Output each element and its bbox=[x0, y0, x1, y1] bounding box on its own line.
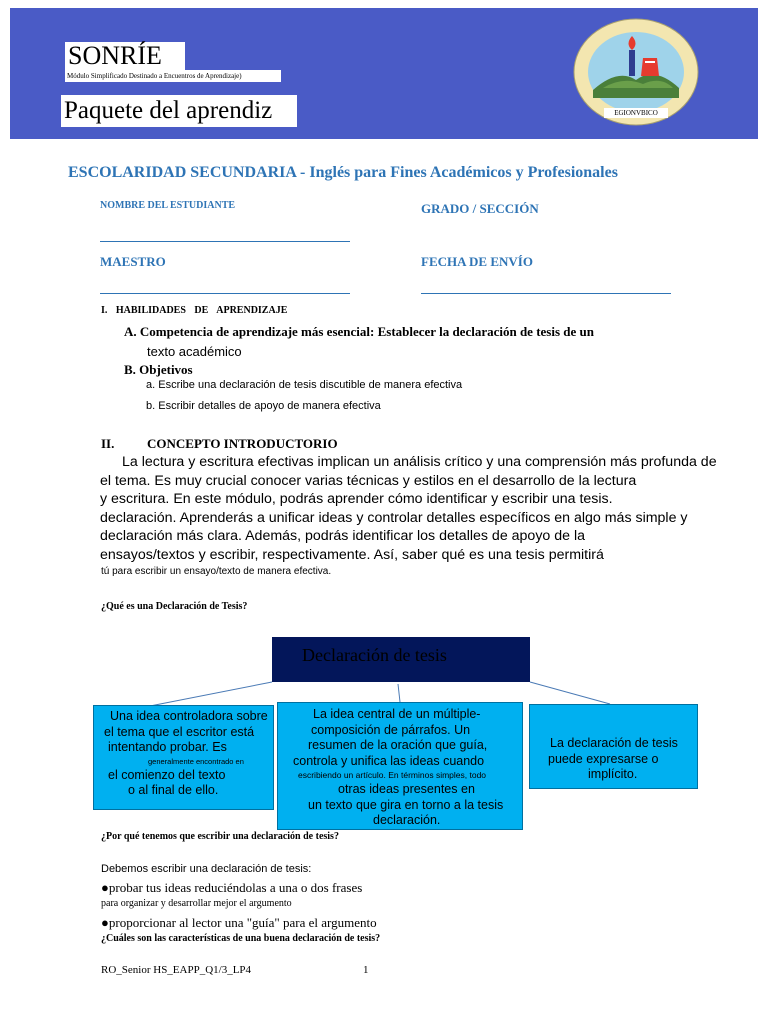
question-why-thesis: ¿Por qué tenemos que escribir una declaración de tesis? bbox=[101, 831, 339, 842]
intro-line: declaración más clara. Además, podrás identificar los detalles de apoyo de la bbox=[100, 528, 586, 544]
student-name-label: NOMBRE DEL ESTUDIANTE bbox=[100, 200, 236, 211]
intro-line: el tema. Es muy crucial conocer varias técnicas y estilos en el desarrollo de la lectura bbox=[100, 472, 637, 489]
intro-line: declaración. Aprenderás a unificar ideas y controlar detalles específicos en algo más simple y bbox=[100, 509, 688, 526]
bullet-icon: ● bbox=[101, 880, 109, 895]
box-line: el tema que el escritor está bbox=[104, 724, 255, 739]
box-line: el comienzo del texto bbox=[108, 767, 226, 782]
diagram-box-center bbox=[277, 702, 523, 830]
box-line: implícito. bbox=[588, 767, 638, 781]
competency-line-1: A. Competencia de aprendizaje más esencial: Establecer la declaración de tesis de un bbox=[124, 324, 594, 339]
box-line: La idea central de un múltiple- bbox=[313, 707, 481, 721]
diagram-box-right bbox=[529, 704, 698, 789]
teacher-label: MAESTRO bbox=[100, 254, 166, 269]
box-line: puede expresarse o bbox=[548, 751, 659, 766]
intro-line: La lectura y escritura efectivas implican un análisis crítico y una comprensión más profunda de bbox=[122, 454, 717, 470]
package-title: Paquete del aprendiz bbox=[61, 95, 297, 127]
section2-heading: CONCEPTO INTRODUCTORIO bbox=[147, 436, 338, 451]
box-line: composición de párrafos. Un bbox=[311, 722, 471, 737]
reason-item bbox=[101, 880, 362, 896]
footer-code: RO_Senior HS_EAPP_Q1/3_LP4 bbox=[101, 964, 252, 976]
question-characteristics: ¿Cuáles son las características de una buena declaración de tesis? bbox=[101, 933, 381, 944]
box-line: resumen de la oración que guía, bbox=[308, 738, 488, 752]
box-line: un texto que gira en torno a la tesis bbox=[308, 797, 504, 812]
intro-last-line: tú para escribir un ensayo/texto de manera efectiva. bbox=[101, 566, 332, 577]
brand-title: SONRÍE bbox=[65, 42, 185, 70]
box-line: La declaración de tesis bbox=[550, 736, 678, 750]
box-line: otras ideas presentes en bbox=[338, 782, 475, 796]
intro-line: ensayos/textos y escribir, respectivamente. Así, saber qué es una tesis permitirá bbox=[100, 546, 604, 563]
grade-section-label: GRADO / SECCIÓN bbox=[421, 201, 539, 216]
submission-date-label: FECHA DE ENVÍO bbox=[421, 254, 533, 269]
section2-number: II. bbox=[101, 436, 115, 451]
box-line: controla y unifica las ideas cuando bbox=[293, 753, 485, 768]
reason-text: proporcionar al lector una "guía" para el argumento bbox=[108, 915, 377, 930]
intro-line: y escritura. En este módulo, podrás aprender cómo identificar y escribir una tesis. bbox=[100, 491, 613, 507]
objective-a: a. Escribe una declaración de tesis discutible de manera efectiva bbox=[146, 379, 463, 391]
bullet-icon: ● bbox=[101, 915, 109, 930]
section1-heading: I. HABILIDADES DE APRENDIZAJE bbox=[101, 305, 288, 316]
reasons-intro: Debemos escribir una declaración de tesis: bbox=[101, 863, 312, 875]
box-line: declaración. bbox=[373, 813, 441, 827]
box-line: escribiendo un artículo. En términos simples, todo bbox=[298, 770, 487, 780]
box-line: o al final de ello. bbox=[128, 783, 219, 797]
reason-text: probar tus ideas reduciéndolas a una o dos frases bbox=[108, 880, 363, 895]
reason-continuation: para organizar y desarrollar mejor el argumento bbox=[101, 898, 292, 909]
brand-subtitle: Módulo Simplificado Destinado a Encuentros de Aprendizaje) bbox=[65, 70, 281, 82]
objective-b: b. Escribir detalles de apoyo de manera efectiva bbox=[146, 400, 381, 412]
box-line: Una idea controladora sobre bbox=[110, 709, 268, 723]
question-what-is-thesis: ¿Qué es una Declaración de Tesis? bbox=[101, 601, 248, 612]
page-number: 1 bbox=[363, 964, 369, 976]
objectives-heading: B. Objetivos bbox=[124, 362, 193, 377]
box-line: intentando probar. Es bbox=[108, 740, 227, 754]
subject-line: ESCOLARIDAD SECUNDARIA - Inglés para Fines Académicos y Profesionales bbox=[68, 164, 618, 181]
diagram-title: Declaración de tesis bbox=[302, 645, 447, 665]
box-line: generalmente encontrado en bbox=[148, 756, 244, 766]
diagram-title-box bbox=[272, 637, 530, 682]
diagram-box-left bbox=[93, 705, 274, 810]
seal-label: EGIONVBICO bbox=[604, 108, 668, 118]
reason-item bbox=[101, 915, 377, 931]
competency-line-2: texto académico bbox=[147, 344, 242, 359]
